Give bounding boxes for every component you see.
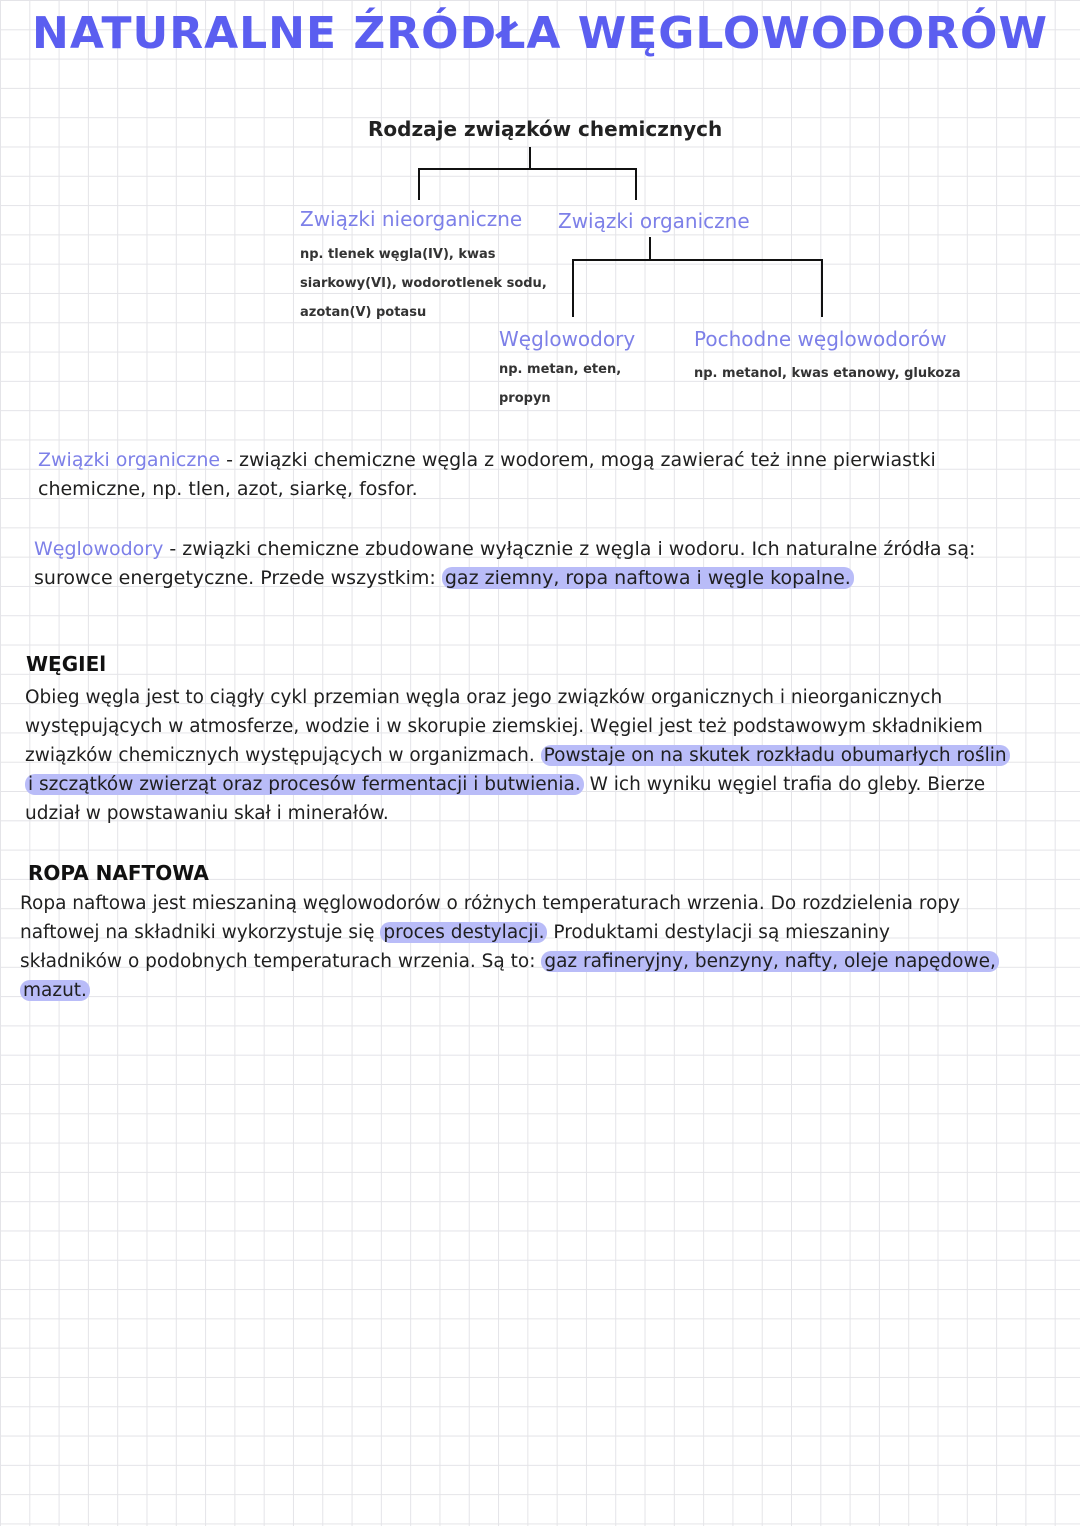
organic-label: Związki organiczne [558, 209, 750, 233]
tree-connector [635, 168, 637, 200]
highlight: proces destylacji. [380, 922, 547, 943]
inorganic-examples: np. tlenek węgla(IV), kwas siarkowy(VI), wodorotlenek sodu, azotan(V) potasu [300, 247, 547, 320]
highlight: Powstaje on na skutek rozkładu obumarłych roślin [541, 745, 1010, 766]
hydrocarbon-definition: Węglowodory - związki chemiczne zbudowane wyłącznie z węgla i wodoru. Ich naturalne źródła są: surowce energetyczne. Przede wszystkim: gaz ziemny, ropa naftowa i węgle kopalne. [34, 538, 976, 589]
derivatives-label: Pochodne węglowodorów [694, 327, 947, 351]
tree-connector [649, 237, 651, 260]
coal-heading: WĘGIEl [26, 652, 107, 676]
tree-connector [821, 259, 823, 317]
inorganic-label: Związki nieorganiczne [300, 207, 523, 231]
hydrocarbons-label: Węglowodory [499, 327, 636, 351]
tree-connector [572, 259, 823, 261]
highlight: i szczątków zwierząt oraz procesów fermentacji i butwienia. [25, 774, 584, 795]
oil-paragraph: Ropa naftowa jest mieszaniną węglowodorów o różnych temperaturach wrzenia. Do rozdzielenia ropy naftowej na składniki wykorzystuje się proces destylacji. Produktami destylacji są mieszaniny składników o podobnych temperaturach wrzenia. Są to: gaz rafineryjny, benzyny, nafty, oleje napędowe, mazut. [20, 889, 1065, 1005]
page-title: NATURALNE ŹRÓDŁA WĘGLOWODORÓW [32, 8, 1048, 59]
hydrocarbon-term: Węglowodory [34, 538, 164, 560]
tree-connector [529, 147, 531, 169]
organic-term: Związki organiczne [38, 449, 221, 471]
tree-connector [418, 168, 420, 200]
highlight: gaz ziemny, ropa naftowa i węgle kopalne. [442, 567, 854, 589]
highlight: mazut. [20, 980, 90, 1001]
tree-connector [418, 168, 637, 170]
oil-heading: ROPA NAFTOWA [28, 861, 209, 885]
organic-definition: Związki organiczne - związki chemiczne węgla z wodorem, mogą zawierać też inne pierwiastki chemiczne, np. tlen, azot, siarkę, fosfor. [38, 449, 936, 500]
derivatives-examples: np. metanol, kwas etanowy, glukoza [694, 366, 961, 381]
highlight: gaz rafineryjny, benzyny, nafty, oleje napędowe, [541, 951, 999, 972]
hydrocarbons-examples: np. metan, eten, propyn [499, 362, 622, 406]
diagram-root: Rodzaje związków chemicznych [368, 117, 723, 141]
tree-connector [572, 259, 574, 317]
coal-paragraph: Obieg węgla jest to ciągły cykl przemian węgla oraz jego związków organicznych i nieorganicznych występujących w atmosferze, wodzie i w skorupie ziemskiej. Węgiel jest też podstawowym składnikiem związków chemicznych występujących w organizmach. Powstaje on na skutek rozkładu obumarłych roślin i szczątków zwierząt oraz procesów fermentacji i butwienia. W ich wyniku węgiel trafia do gleby. Bierze udział w powstawaniu skał i minerałów. [25, 683, 1070, 828]
